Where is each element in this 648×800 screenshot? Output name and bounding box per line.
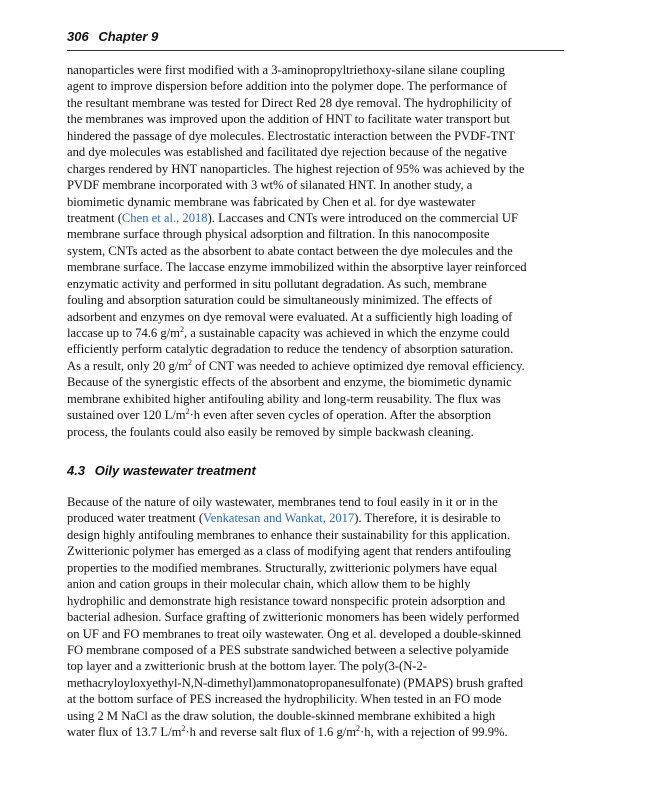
- text-line: [67, 210, 564, 226]
- section-title: Oily wastewater treatment: [94, 463, 256, 478]
- text-line: membrane exhibited higher antifouling ability and long-term reusability. The flux was: [67, 391, 501, 406]
- text-run: water flux of 13.7 L/m: [67, 725, 182, 740]
- text-line: [67, 325, 564, 341]
- paragraph-oily-wastewater: [67, 494, 564, 741]
- text-line: adsorbent and enzymes on dye removal were evaluated. At a sufficiently high loading of: [67, 309, 513, 324]
- chapter-title: Chapter 9: [98, 29, 159, 44]
- text-line: the membranes was improved upon the addition of HNT to facilitate water transport but: [67, 112, 510, 127]
- superscript: 2: [188, 357, 193, 367]
- text-run: ·h even after seven cycles of operation. After the absorption: [189, 408, 492, 423]
- text-line: FO membrane composed of a PES substrate sandwiched between a selective polyamide: [67, 642, 509, 657]
- text-run: of CNT was needed to achieve optimized dye removal efficiency.: [192, 358, 525, 373]
- text-line: Zwitterionic polymer has emerged as a class of modifying agent that renders antifouling: [67, 544, 511, 559]
- text-line: the resultant membrane was tested for Direct Red 28 dye removal. The hydrophilicity of: [67, 95, 512, 110]
- superscript: 2: [179, 324, 184, 334]
- text-run: produced water treatment (: [67, 511, 204, 526]
- text-line: charges rendered by HNT nanoparticles. The highest rejection of 95% was achieved by the: [67, 161, 525, 176]
- text-line: at the bottom surface of PES increased the hydrophilicity. When tested in an FO mode: [67, 692, 502, 707]
- text-line: bacterial adhesion. Surface grafting of zwitterionic monomers has been widely performed: [67, 610, 520, 625]
- text-run: ·h, with a rejection of 99.9%.: [360, 725, 508, 740]
- text-line: nanoparticles were first modified with a 3-aminopropyltriethoxy-silane silane coupling: [67, 63, 505, 77]
- citation-link-venkatesan-2017[interactable]: Venkatesan and Wankat, 2017: [203, 511, 355, 526]
- text-line: properties to the modified membranes. Structurally, zwitterionic polymers have equal: [67, 560, 498, 575]
- text-line: efficiently perform catalytic degradation to reduce the tendency of absorption saturation.: [67, 342, 514, 357]
- text-line: [67, 724, 564, 740]
- text-run: , a sustainable capacity was achieved in which the enzyme could: [183, 326, 510, 340]
- text-run: ·h and reverse salt flux of 1.6 g/m: [185, 725, 357, 740]
- text-line: Because of the nature of oily wastewater, membranes tend to foul easily in it or in the: [67, 495, 498, 509]
- section-number: 4.3: [67, 463, 86, 478]
- superscript: 2: [181, 723, 186, 733]
- text-line: fouling and absorption saturation could be simultaneously minimized. The effects of: [67, 293, 493, 308]
- text-run: laccase up to 74.6 g/m: [67, 326, 180, 340]
- text-line: agent to improve dispersion before addition into the polymer dope. The performance of: [67, 79, 508, 94]
- text-line: design highly antifouling membranes to enhance their sustainability for this application.: [67, 527, 511, 542]
- paragraph-dye-removal: [67, 62, 564, 440]
- text-line: [67, 358, 564, 374]
- text-line: [67, 510, 564, 526]
- text-line: membrane surface. The laccase enzyme immobilized within the absorptive layer reinforced: [67, 260, 527, 275]
- text-line: Because of the synergistic effects of the absorbent and enzyme, the biomimetic dynamic: [67, 375, 512, 390]
- superscript: 2: [185, 407, 190, 416]
- text-line: enzymatic activity and performed in situ pollutant degradation. As such, membrane: [67, 276, 487, 291]
- text-line: top layer and a zwitterionic brush at the bottom layer. The poly(3-(N-2-: [67, 659, 427, 674]
- text-line: hindered the passage of dye molecules. Electrostatic interaction between the PVDF-TNT: [67, 128, 515, 143]
- citation-link-chen-2018[interactable]: Chen et al., 2018: [121, 210, 208, 225]
- superscript: 2: [356, 723, 361, 733]
- text-line: anion and cation groups in their molecular chain, which allow them to be highly: [67, 577, 471, 592]
- text-line: using 2 M NaCl as the draw solution, the double-skinned membrane exhibited a high: [67, 708, 496, 723]
- text-run: ). Laccases and CNTs were introduced on the commercial UF: [207, 210, 518, 225]
- running-head: [67, 28, 564, 51]
- text-line: methacryloyloxyethyl-N,N-dimethyl)ammonatopropanesulfonate) (PMAPS) brush grafted: [67, 675, 524, 690]
- text-line: PVDF membrane incorporated with 3 wt% of silanated HNT. In another study, a: [67, 178, 473, 193]
- text-line: [67, 407, 564, 423]
- text-run: As a result, only 20 g/m: [67, 358, 189, 373]
- text-line: membrane surface through physical adsorption and filtration. In this nanocomposite: [67, 227, 490, 242]
- text-line: and dye molecules was established and facilitated dye rejection because of the negative: [67, 145, 507, 160]
- text-line: biomimetic dynamic membrane was fabricated by Chen et al. for dye wastewater: [67, 194, 476, 209]
- section-heading: [67, 462, 564, 480]
- text-run: treatment (: [67, 210, 122, 225]
- text-run: sustained over 120 L/m: [67, 408, 186, 423]
- page-number: 306: [67, 29, 89, 44]
- text-line: hydrophilic and demonstrate high resistance toward nonspecific protein adsorption and: [67, 593, 506, 608]
- text-line: process, the foulants could also easily be removed by simple backwash cleaning.: [67, 424, 474, 439]
- text-line: system, CNTs acted as the absorbent to abate contact between the dye molecules and the: [67, 243, 513, 258]
- text-line: on UF and FO membranes to treat oily wastewater. Ong et al. developed a double-skinned: [67, 626, 521, 641]
- text-run: ). Therefore, it is desirable to: [354, 511, 501, 526]
